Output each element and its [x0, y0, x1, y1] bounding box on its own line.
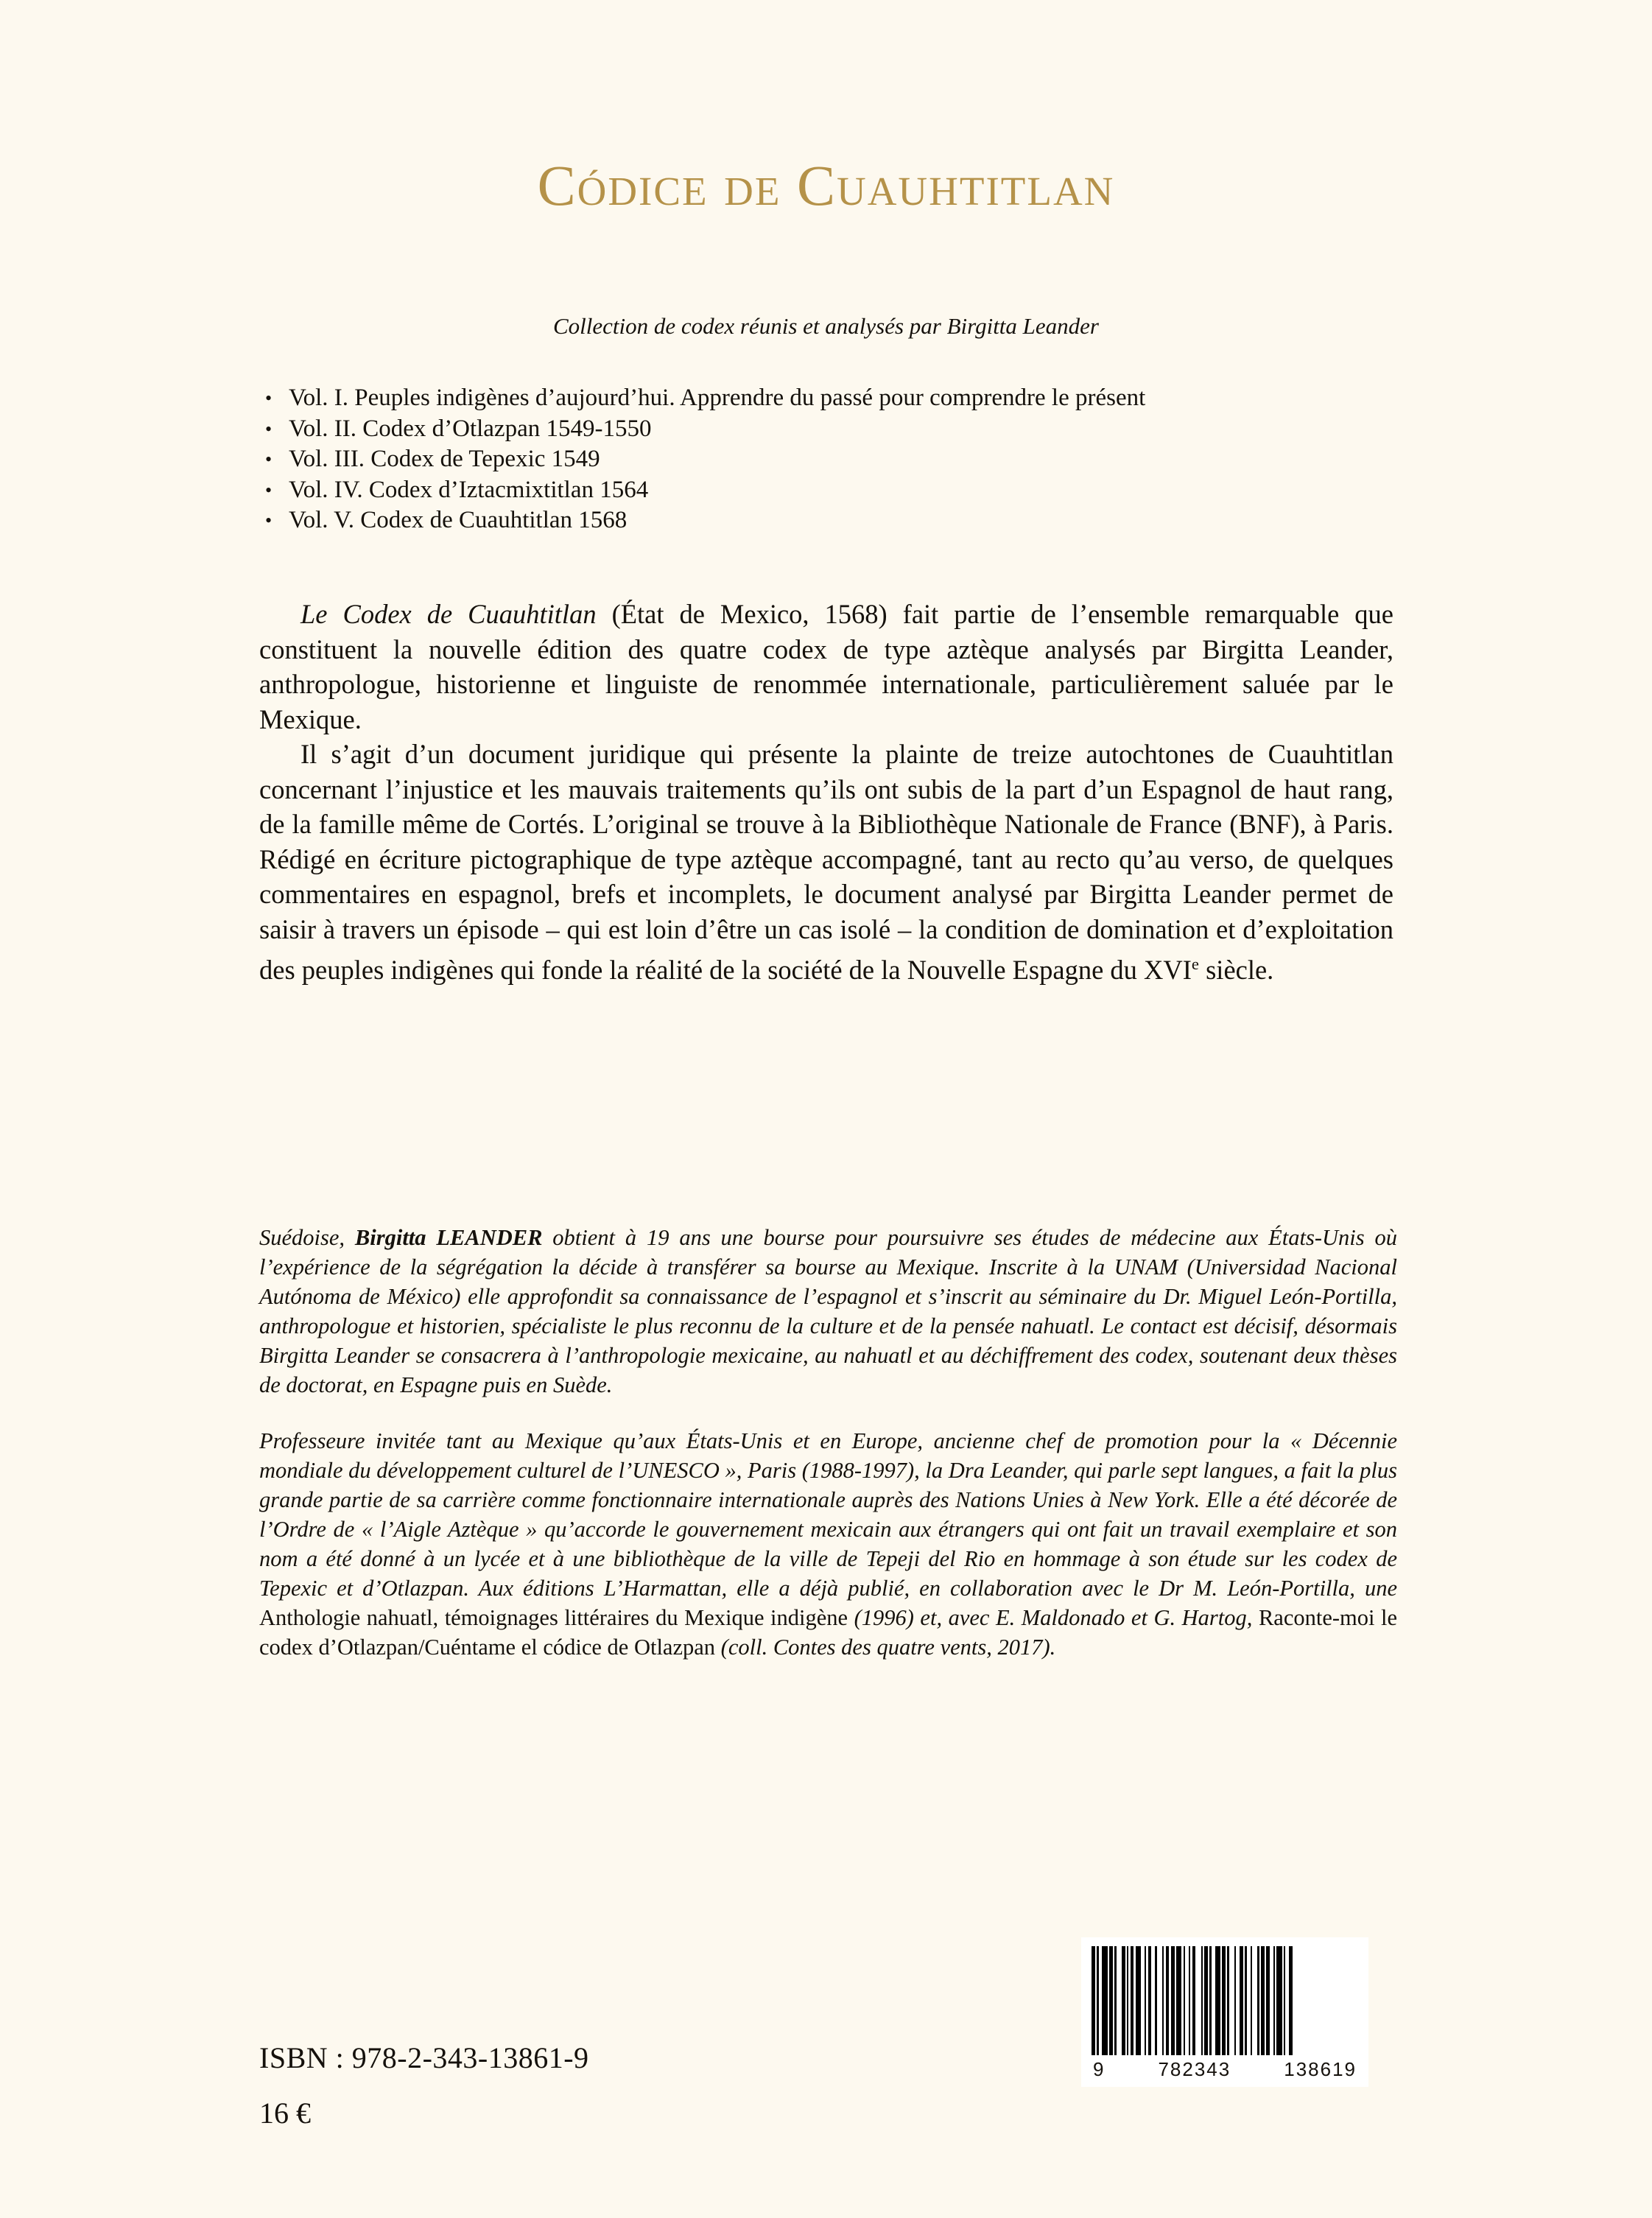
author-biography — [259, 1223, 1397, 1662]
barcode-digit-group-3: 138619 — [1284, 2058, 1357, 2080]
page-title: Códice de Cuauhtitlan — [537, 153, 1115, 218]
list-item: • Vol. V. Codex de Cuauhtitlan 1568 — [259, 505, 1438, 536]
barcode-digit-group-2: 782343 — [1158, 2058, 1231, 2080]
summary-paragraph-1-rest: (État de Mexico, 1568) fait partie de l’ensemble remarquable que constituent la nouvelle édition des quatre codex de type aztèque analysés par Birgitta Leander, anthropologue, historienne et linguiste de renommée internationale, particulièrement saluée par le Mexique. — [259, 599, 1394, 734]
summary-lead-italic: Le Codex de Cuauhtitlan — [300, 599, 597, 629]
list-item: • Vol. I. Peuples indigènes d’aujourd’hui. Apprendre du passé pour comprendre le présent — [259, 383, 1438, 414]
volume-list — [259, 383, 1438, 536]
bio-paragraph-1 — [259, 1223, 1397, 1400]
paragraph-spacer — [259, 1400, 1397, 1426]
list-item: • Vol. IV. Codex d’Iztacmixtitlan 1564 — [259, 475, 1438, 506]
summary-paragraph-2-part1: Il s’agit d’un document juridique qui présente la plainte de treize autochtones de Cuauhtitlan concernant l’injustice et les mauvais traitements qu’ils ont subis de la part d’un Espagnol de haut rang, de la famille même de Cortés. L’original se trouve à la Bibliothèque Nationale de France (BNF), à Paris. Rédigé en écriture pictographique de type aztèque accompagné, tant au recto qu’au verso, de quelques commentaires en espagnol, brefs et incomplets, le document analysé par Birgitta Leander permet de saisir à travers un épisode – qui est loin d’être un cas isolé – la condition de domination et d’exploitation des peuples indigènes qui fonde la réalité de la société de la Nouvelle Espagne du XVI — [259, 739, 1393, 986]
barcode-digit-group-1: 9 — [1093, 2058, 1106, 2080]
author-name: Birgitta LEANDER — [354, 1225, 543, 1250]
bio-paragraph-1-rest: obtient à 19 ans une bourse pour poursuivre ses études de médecine aux États-Unis où l’expérience de la ségrégation la décide à transférer sa bourse au Mexique. Inscrite à la UNAM (Universidad Nacional Autónoma de México) elle approfondit sa connaissance de l’espagnol et s’inscrit au séminaire du Dr. Miguel León-Portilla, anthropologue et historien, spécialiste le plus reconnu de la culture et de la pensée nahuatl. Le contact est décisif, désormais Birgitta Leander se consacrera à l’anthropologie mexicaine, au nahuatl et au déchiffrement des codex, soutenant deux thèses de doctorat, en Espagne puis en Suède. — [259, 1225, 1397, 1397]
list-item: • Vol. II. Codex d’Otlazpan 1549-1550 — [259, 414, 1438, 445]
summary-text — [259, 597, 1393, 988]
summary-paragraph-2-part2: siècle. — [1198, 955, 1274, 986]
barcode — [1081, 1937, 1368, 2087]
bio-prefix: Suédoise, — [259, 1225, 355, 1250]
bio-paragraph-2-part1: Professeure invitée tant au Mexique qu’aux États-Unis et en Europe, ancienne chef de promotion pour la « Décennie mondiale du développement culturel de l’UNESCO », Paris (1988-1997), la Dra Leander, qui parle sept langues, a fait la plus grande partie de sa carrière comme fonctionnaire internationale auprès des Nations Unies à New York. Elle a été décorée de l’Ordre de « l’Aigle Aztèque » qu’accorde le gouvernement mexicain aux étrangers qui ont fait un travail exemplaire et son nom a été donné à un lycée et à une bibliothèque de la ville de Tepeji del Rio en hommage à son étude sur les codex de Tepexic et d’Otlazpan. Aux éditions L’Harmattan, elle a déjà publié, en collaboration avec le Dr M. León-Portilla, une — [259, 1428, 1397, 1601]
isbn-text: ISBN : 978-2-343-13861-9 — [259, 2041, 589, 2074]
summary-superscript: e — [1191, 955, 1199, 973]
collection-subtitle: Collection de codex réunis et analysés par Birgitta Leander — [552, 313, 1099, 339]
summary-paragraph-2 — [259, 737, 1393, 988]
barcode-digits — [1092, 2058, 1358, 2081]
list-item: • Vol. III. Codex de Tepexic 1549 — [259, 444, 1438, 475]
work-title-2: Raconte-moi le codex d’Otlazpan/Cuéntame el códice de Otlazpan — [259, 1605, 1398, 1660]
bio-paragraph-2-part2: (1996) et, avec E. Maldonado et G. Hartog, — [848, 1605, 1259, 1630]
price-text: 16 € — [259, 2096, 311, 2130]
summary-paragraph-1 — [259, 597, 1393, 737]
bio-paragraph-2-part3: (coll. Contes des quatre vents, 2017). — [715, 1635, 1056, 1660]
barcode-bars — [1092, 1946, 1358, 2055]
work-title-1: Anthologie nahuatl, témoignages littéraires du Mexique indigène — [259, 1605, 848, 1630]
bio-paragraph-2 — [259, 1426, 1397, 1662]
